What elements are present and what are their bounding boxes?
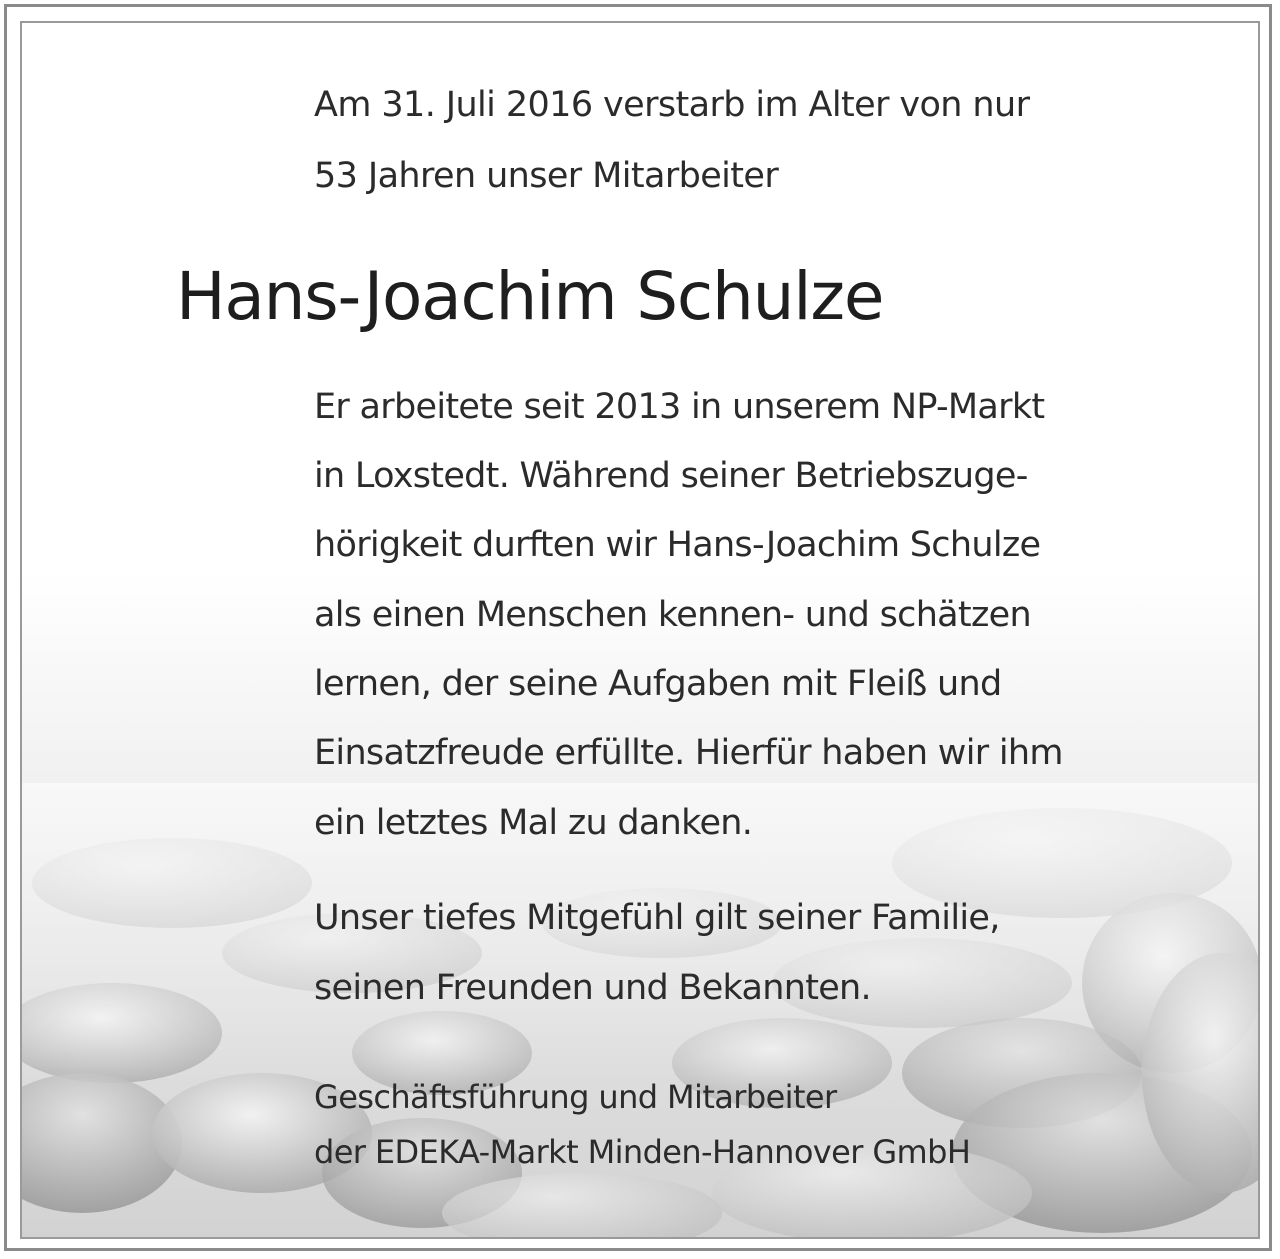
signature-line-2: der EDEKA-Markt Minden-Hannover GmbH — [314, 1133, 971, 1171]
body-line: hörigkeit durften wir Hans-Joachim Schulze — [314, 525, 1041, 565]
signature-line-1: Geschäftsführung und Mitarbeiter — [314, 1078, 837, 1116]
obituary-notice — [20, 21, 1260, 1239]
body-line: ein letztes Mal zu danken. — [314, 803, 753, 843]
body-line: lernen, der seine Aufgaben mit Fleiß und — [314, 664, 1002, 704]
condolence-line-1: Unser tiefes Mitgefühl gilt seiner Familie, — [314, 898, 1000, 938]
deceased-name: Hans-Joachim Schulze — [176, 258, 884, 335]
body-line: Er arbeitete seit 2013 in unserem NP-Markt — [314, 387, 1045, 427]
body-line: als einen Menschen kennen- und schätzen — [314, 595, 1031, 635]
body-line: Einsatzfreude erfüllte. Hierfür haben wir ihm — [314, 733, 1063, 773]
intro-line-1: Am 31. Juli 2016 verstarb im Alter von nur — [314, 85, 1030, 125]
condolence-line-2: seinen Freunden und Bekannten. — [314, 968, 871, 1008]
body-line: in Loxstedt. Während seiner Betriebszuge- — [314, 456, 1028, 496]
intro-line-2: 53 Jahren unser Mitarbeiter — [314, 156, 779, 196]
